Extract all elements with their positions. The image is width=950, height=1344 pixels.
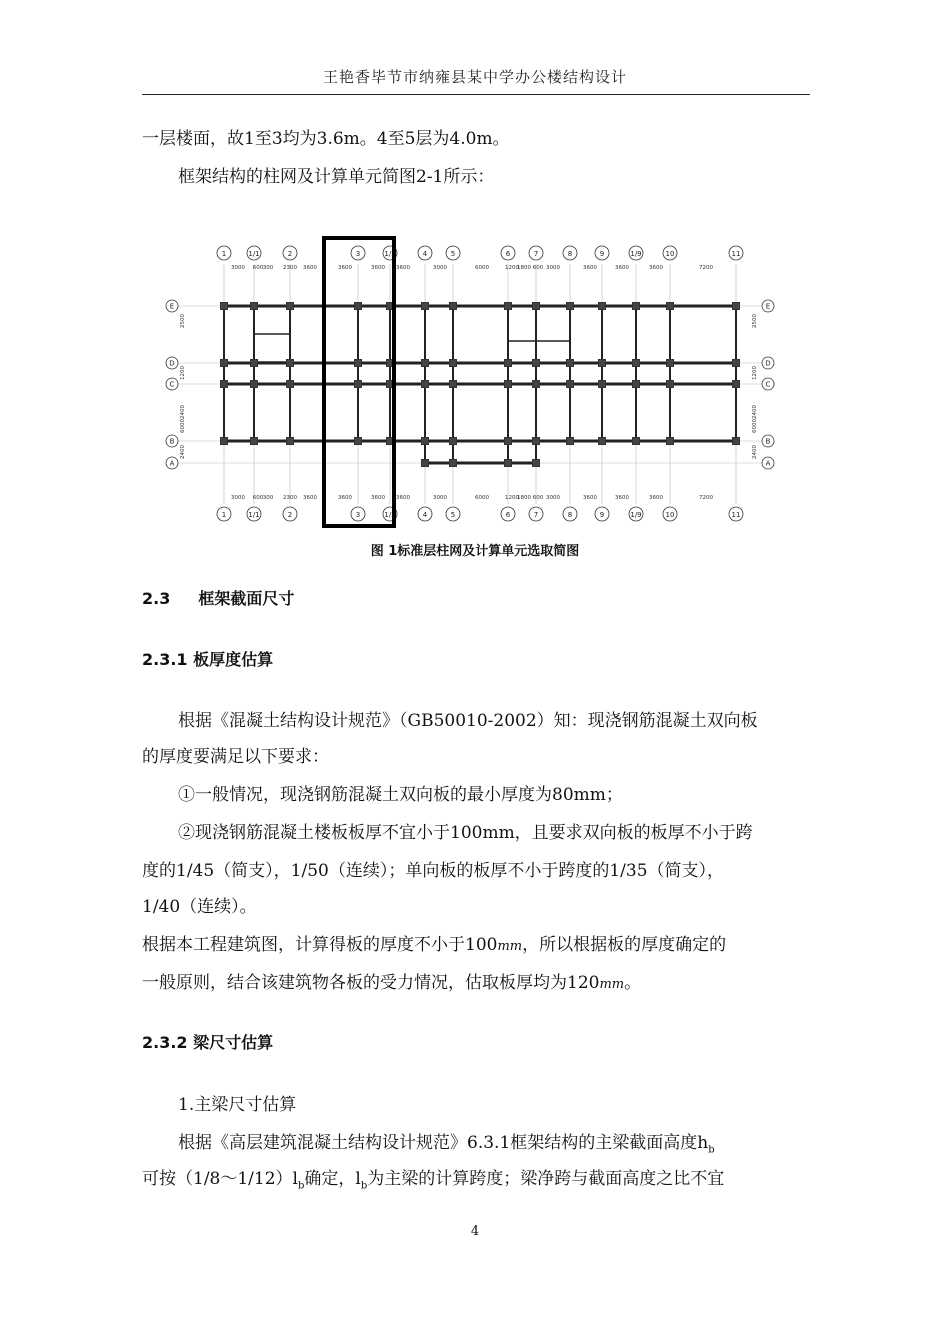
row-label: A [169, 459, 175, 468]
row-label: E [765, 302, 771, 311]
stair-opening [254, 334, 290, 362]
column-node [567, 360, 574, 367]
column-node [533, 303, 540, 310]
column-node [422, 460, 429, 467]
dimension-label: 1800 [517, 495, 531, 501]
paragraph-main-beam-1: 根据《高层建筑混凝土结构设计规范》6.3.1框架结构的主梁截面高度$h_b$ [178, 1133, 715, 1156]
column-node [599, 438, 606, 445]
subsection-heading-2-3-1: 2.3.1 板厚度估算 [142, 650, 274, 669]
row-label: D [169, 359, 175, 368]
column-node [221, 303, 228, 310]
axis-label: 5 [450, 511, 456, 519]
side-dimension-label: 2400 [180, 405, 186, 419]
axis-label: 11 [731, 511, 741, 519]
axis-label: 10 [665, 250, 675, 258]
axis-label: 3 [355, 250, 361, 258]
row-label: B [169, 437, 175, 446]
dimension-label: 2300 [283, 495, 297, 501]
dimension-label: 3600 [649, 265, 663, 271]
dimension-label: 1200 [505, 495, 519, 501]
column-node [505, 381, 512, 388]
dimension-label: 600 [532, 495, 544, 501]
axis-label: 5 [450, 250, 456, 258]
column-node [450, 303, 457, 310]
side-dimension-label: 2400 [752, 445, 758, 459]
column-node [599, 360, 606, 367]
section-title: 框架截面尺寸 [198, 589, 295, 608]
dimension-label: 3600 [371, 265, 385, 271]
column-grid-plan-figure [150, 236, 790, 532]
column-node [633, 381, 640, 388]
column-node [567, 381, 574, 388]
column-node [667, 438, 674, 445]
dimension-label: 3600 [371, 495, 385, 501]
side-dimension-label: 6000 [752, 419, 758, 433]
axis-label: 4 [422, 511, 428, 519]
paragraph-code-reference-2: 的厚度要满足以下要求： [142, 747, 329, 767]
axis-label: 1/3 [384, 511, 396, 519]
column-node [221, 381, 228, 388]
column-node [450, 360, 457, 367]
dimension-label: 3000 [546, 265, 560, 271]
axis-label: 6 [505, 250, 511, 258]
dimension-label: 7200 [699, 265, 713, 271]
dimension-label: 3000 [231, 265, 245, 271]
column-node [355, 360, 362, 367]
axis-label: 1 [221, 511, 227, 519]
dimension-label: 600 [252, 265, 264, 271]
column-node [251, 303, 258, 310]
axis-label: 6 [505, 511, 511, 519]
column-node [733, 360, 740, 367]
page-number: 4 [470, 1224, 480, 1239]
side-dimension-label: 1200 [752, 366, 758, 380]
column-node [633, 438, 640, 445]
column-node [633, 360, 640, 367]
side-dimension-label: 6000 [180, 419, 186, 433]
dimension-label: 600 [532, 265, 544, 271]
dimension-label: 3600 [303, 495, 317, 501]
column-node [533, 438, 540, 445]
column-node [422, 360, 429, 367]
column-node [221, 438, 228, 445]
column-node [567, 438, 574, 445]
paragraph-figure-intro: 框架结构的柱网及计算单元简图2-1所示： [178, 167, 495, 187]
paragraph-slab-estimate-2: 一般原则，结合该建筑物各板的受力情况，估取板厚均为120mm。 [142, 973, 642, 993]
axis-label: 1/1 [248, 250, 260, 258]
axis-label: 4 [422, 250, 428, 258]
axis-label: 2 [287, 511, 293, 519]
axis-label: 7 [533, 250, 539, 258]
row-label: D [765, 359, 771, 368]
row-label: E [169, 302, 175, 311]
row-label: C [765, 380, 771, 389]
dimension-label: 3600 [615, 265, 629, 271]
running-header: 王艳香毕节市纳雍县某中学办公楼结构设计 [322, 68, 627, 86]
dimension-label: 2300 [283, 265, 297, 271]
axis-label: 9 [599, 511, 605, 519]
axis-label: 11 [731, 250, 741, 258]
paragraph-requirement-2b: 度的1/45（简支），1/50（连续）；单向板的板厚不小于跨度的1/35（简支）， [142, 861, 725, 881]
dimension-label: 3600 [396, 495, 410, 501]
column-node [422, 381, 429, 388]
paragraph-floor-heights: 一层楼面，故1至3均为3.6m。4至5层为4.0m。 [142, 129, 510, 149]
row-label: B [765, 437, 771, 446]
column-node [505, 438, 512, 445]
axis-label: 1/9 [630, 511, 642, 519]
axis-label: 2 [287, 250, 293, 258]
axis-label: 7 [533, 511, 539, 519]
dimension-label: 3000 [546, 495, 560, 501]
dimension-label: 3600 [649, 495, 663, 501]
paragraph-main-beam-title: 1.主梁尺寸估算 [178, 1095, 297, 1115]
paragraph-code-reference-1: 根据《混凝土结构设计规范》（GB50010-2002）知：现浇钢筋混凝土双向板 [178, 711, 758, 731]
column-node [251, 381, 258, 388]
row-label: A [765, 459, 771, 468]
column-node [287, 381, 294, 388]
dimension-label: 600 [252, 495, 264, 501]
axis-label: 1/1 [248, 511, 260, 519]
column-node [287, 303, 294, 310]
dimension-label: 300 [262, 265, 274, 271]
column-node [450, 438, 457, 445]
axis-label: 10 [665, 511, 675, 519]
column-node [667, 360, 674, 367]
subsection-heading-2-3-2: 2.3.2 梁尺寸估算 [142, 1033, 274, 1052]
dimension-label: 3600 [338, 265, 352, 271]
column-node [733, 438, 740, 445]
dimension-label: 7200 [699, 495, 713, 501]
dimension-label: 3600 [615, 495, 629, 501]
dimension-label: 3600 [583, 495, 597, 501]
paragraph-requirement-2a: ②现浇钢筋混凝土楼板板厚不宜小于100mm，且要求双向板的板厚不小于跨 [178, 823, 753, 843]
axis-label: 1/3 [384, 250, 396, 258]
column-node [505, 303, 512, 310]
dimension-label: 6000 [475, 265, 489, 271]
column-node [355, 381, 362, 388]
column-node [533, 381, 540, 388]
axis-label: 1/9 [630, 250, 642, 258]
row-label: C [169, 380, 175, 389]
dimension-label: 3600 [338, 495, 352, 501]
dimension-label: 1800 [517, 265, 531, 271]
header-rule [142, 94, 810, 95]
paragraph-main-beam-2: 可按$(1/8\sim 1/12)l_b$确定，$l_b$为主梁的计算跨度；梁净跨与截面高度之比不宜 [142, 1169, 725, 1192]
paragraph-requirement-1: ①一般情况，现浇钢筋混凝土双向板的最小厚度为80mm； [178, 785, 623, 805]
dimension-label: 6000 [475, 495, 489, 501]
axis-label: 9 [599, 250, 605, 258]
side-dimension-label: 2400 [180, 445, 186, 459]
column-node [221, 360, 228, 367]
side-dimension-label: 2500 [752, 314, 758, 328]
column-node [505, 360, 512, 367]
axis-label: 1 [221, 250, 227, 258]
column-node [533, 460, 540, 467]
column-node [533, 360, 540, 367]
column-node [599, 303, 606, 310]
paragraph-requirement-2c: 1/40（连续）。 [142, 897, 257, 917]
column-node [450, 381, 457, 388]
column-node [505, 460, 512, 467]
section-number: 2.3 [142, 589, 171, 608]
section-heading-2-3 [142, 586, 294, 609]
dimension-label: 3000 [231, 495, 245, 501]
column-node [633, 303, 640, 310]
column-node [287, 360, 294, 367]
paragraph-slab-estimate-1: 根据本工程建筑图，计算得板的厚度不小于100mm，所以根据板的厚度确定的 [142, 935, 727, 955]
column-node [667, 381, 674, 388]
column-node [251, 438, 258, 445]
dimension-label: 1200 [505, 265, 519, 271]
column-node [567, 303, 574, 310]
column-node [422, 303, 429, 310]
column-node [355, 438, 362, 445]
column-node [450, 460, 457, 467]
column-node [422, 438, 429, 445]
figure-caption: 图 1标准层柱网及计算单元选取简图 [370, 544, 580, 559]
side-dimension-label: 2500 [180, 314, 186, 328]
column-node [355, 303, 362, 310]
column-node [251, 360, 258, 367]
side-dimension-label: 1200 [180, 366, 186, 380]
axis-label: 8 [567, 511, 573, 519]
column-node [667, 303, 674, 310]
axis-label: 8 [567, 250, 573, 258]
dimension-label: 3600 [583, 265, 597, 271]
column-node [287, 438, 294, 445]
axis-label: 3 [355, 511, 361, 519]
dimension-label: 3000 [433, 495, 447, 501]
dimension-label: 300 [262, 495, 274, 501]
column-node [599, 381, 606, 388]
column-node [733, 381, 740, 388]
dimension-label: 3600 [303, 265, 317, 271]
dimension-label: 3600 [396, 265, 410, 271]
side-dimension-label: 2400 [752, 405, 758, 419]
dimension-label: 3000 [433, 265, 447, 271]
column-node [733, 303, 740, 310]
